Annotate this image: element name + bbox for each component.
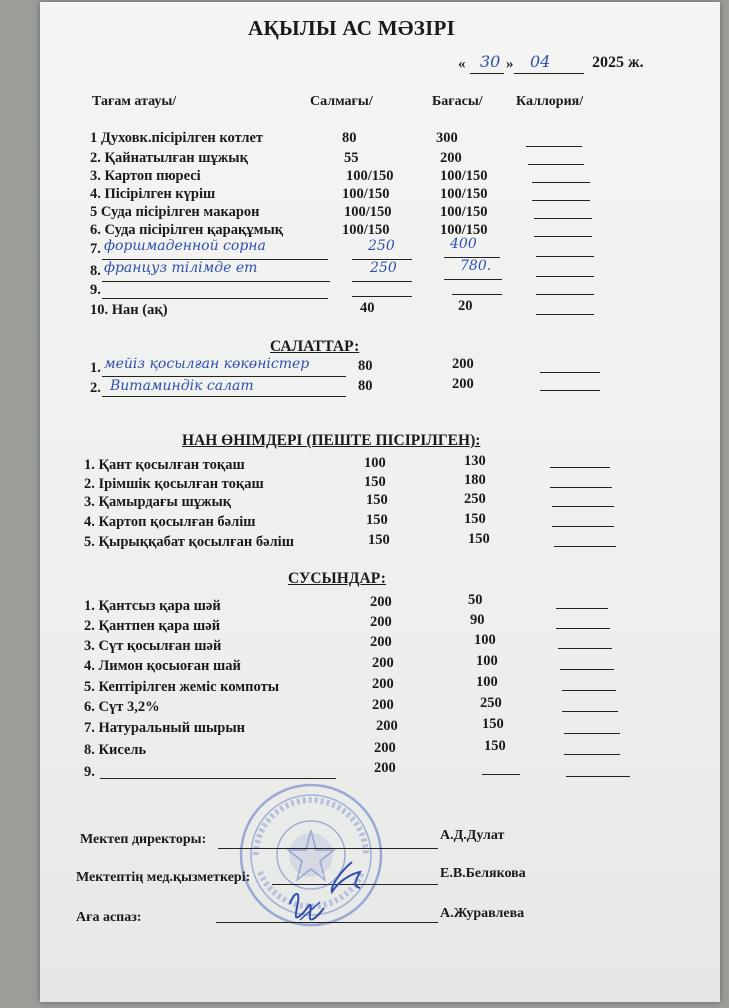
header-calories: Каллория/ [516,94,584,109]
list-item-name: 5 Суда пісірілген макарон [90,204,260,220]
list-item-price: 130 [464,453,486,469]
menu-document [40,2,720,1002]
calorie-blank-line [552,526,614,527]
header-price: Бағасы/ [432,94,483,109]
list-item-price: 90 [470,612,485,628]
calorie-blank-line [554,546,616,547]
date-day: 30 [480,52,501,71]
header-name: Тағам атауы/ [92,94,177,109]
list-item-name: 8. Кисель [84,742,147,758]
list-item-price: 100/150 [440,204,488,220]
calorie-blank-line [552,506,614,507]
list-item-weight: 150 [368,532,390,548]
handwritten-item-weight: 250 [370,260,397,276]
signature-person-medic: Е.В.Белякова [440,866,526,881]
list-item-price: 100 [476,653,498,669]
list-item-name: 6. Сүт 3,2% [84,699,160,715]
list-item-weight: 100/150 [346,168,394,184]
date-open-quote: « [458,56,466,72]
list-item-weight: 40 [360,300,375,316]
fill-line [102,396,346,397]
calorie-blank-line [558,648,612,649]
list-item-name: 1 Духовк.пісірілген котлет [90,130,264,146]
list-item-price: 100/150 [440,186,488,202]
fill-line [352,281,412,282]
calorie-blank-line [534,236,592,237]
calorie-blank-line [562,711,618,712]
list-item-weight: 80 [358,378,373,394]
fill-line [102,281,330,282]
handwritten-item-name: Витаминдік салат [110,378,254,394]
list-item-price: 100/150 [440,222,488,238]
date-day-line [470,73,504,74]
list-item-name: 4. Картоп қосылған бәліш [84,514,256,530]
calorie-blank-line [564,754,620,755]
list-item-name: 4. Пісірілген күріш [90,186,216,202]
list-item-weight: 200 [372,655,394,671]
fill-line [352,296,412,297]
handwritten-item-name: мейіз қосылған көкөністер [104,356,310,372]
section-heading-drinks: СУСЫНДАР: [288,570,386,587]
calorie-blank-line [540,390,600,391]
list-item-name: 3. Сүт қосылған шәй [84,638,222,654]
calorie-blank-line [536,294,594,295]
list-item-weight: 150 [364,474,386,490]
date-year: 2025 ж. [592,54,644,71]
signature-role-medic: Мектептің мед.қызметкері: [76,870,251,885]
calorie-blank-line [536,256,594,257]
list-item-number: 1. [90,360,101,376]
signature-person-chef: А.Журавлева [440,906,525,921]
list-item-name: 2. Қантпен қара шәй [84,618,221,634]
list-item-weight: 200 [370,634,392,650]
list-item-weight: 200 [372,697,394,713]
list-item-name: 3. Қамырдағы шұжық [84,494,232,510]
list-item-price: 200 [440,150,462,166]
list-item-weight: 100 [364,455,386,471]
calorie-blank-line [562,690,616,691]
date-close-quote: » [506,56,514,72]
handwritten-item-name: форшмаденной сорна [104,238,266,254]
calorie-blank-line [564,733,620,734]
list-item-price: 180 [464,472,486,488]
list-item-price: 150 [464,511,486,527]
list-item-weight: 100/150 [342,186,390,202]
list-item-price: 200 [452,356,474,372]
list-item-price: 100/150 [440,168,488,184]
list-item-weight: 80 [358,358,373,374]
date-month: 04 [530,52,551,71]
list-item-name: 9. [84,764,95,780]
list-item-weight: 100/150 [344,204,392,220]
section-heading-bakery: НАН ӨНІМДЕРІ (ПЕШТЕ ПІСІРІЛГЕН): [182,432,481,449]
calorie-blank-line [550,467,610,468]
list-item-number: 8. [90,263,101,279]
handwritten-item-price: 400 [450,236,477,252]
list-item-number: 7. [90,241,101,257]
signature-person-director: А.Д.Дулат [440,828,505,843]
list-item-name: 2. Ірімшік қосылған тоқаш [84,476,264,492]
handwritten-signature-icon [260,842,380,942]
list-item-weight: 80 [342,130,357,146]
calorie-blank-line [536,314,594,315]
calorie-blank-line [556,628,610,629]
list-item-name: 7. Натуральный шырын [84,720,246,736]
calorie-blank-line [528,164,584,165]
list-item-name: 2. Қайнатылған шұжық [90,150,248,166]
list-item-price: 150 [468,531,490,547]
list-item-weight: 200 [374,740,396,756]
list-item-weight: 200 [374,760,396,776]
handwritten-item-name: француз тілімде ет [104,260,258,276]
list-item-price: 250 [480,695,502,711]
handwritten-item-weight: 250 [368,238,395,254]
list-item-price: 100 [474,632,496,648]
calorie-blank-line [560,669,614,670]
fill-line [482,774,520,775]
list-item-price: 300 [436,130,458,146]
list-item-name: 4. Лимон қосыоған шай [84,658,241,674]
fill-line [102,298,328,299]
list-item-weight: 55 [344,150,359,166]
fill-line [444,279,502,280]
list-item-price: 100 [476,674,498,690]
date-month-line [514,73,584,74]
list-item-price: 20 [458,298,473,314]
list-item-price: 200 [452,376,474,392]
list-item-price: 150 [482,716,504,732]
calorie-blank-line [536,276,594,277]
signature-role-director: Мектеп директоры: [80,832,207,847]
list-item-name: 1. Қантсыз қара шәй [84,598,221,614]
list-item-number: 2. [90,380,101,396]
list-item-price: 50 [468,592,483,608]
list-item-weight: 200 [370,594,392,610]
list-item-weight: 200 [372,676,394,692]
list-item-number: 9. [90,282,101,298]
signature-role-chef: Аға аспаз: [76,910,142,925]
list-item-name: 3. Картоп пюресі [90,168,201,184]
header-weight: Салмағы/ [310,94,373,109]
list-item-name: 1. Қант қосылған тоқаш [84,457,245,473]
calorie-blank-line [532,200,590,201]
list-item-weight: 150 [366,512,388,528]
list-item-weight: 200 [370,614,392,630]
handwritten-item-price: 780. [460,258,492,274]
list-item-weight: 100/150 [342,222,390,238]
fill-line [452,294,502,295]
calorie-blank-line [532,182,590,183]
calorie-blank-line [566,776,630,777]
list-item-weight: 200 [376,718,398,734]
list-item-name: 5. Қырыққабат қосылған бәліш [84,534,294,550]
list-item-name: 6. Суда пісірілген қарақұмық [90,222,284,238]
calorie-blank-line [534,218,592,219]
calorie-blank-line [550,487,612,488]
list-item-price: 250 [464,491,486,507]
list-item-name: 5. Кептірілген жеміс компоты [84,679,280,695]
calorie-blank-line [556,608,608,609]
calorie-blank-line [540,372,600,373]
section-heading-salads: САЛАТТАР: [270,338,360,355]
list-item-weight: 150 [366,492,388,508]
list-item-name: 10. Нан (ақ) [90,302,168,318]
page-title: АҚЫЛЫ АС МӘЗІРІ [248,16,456,40]
list-item-price: 150 [484,738,506,754]
calorie-blank-line [526,146,582,147]
